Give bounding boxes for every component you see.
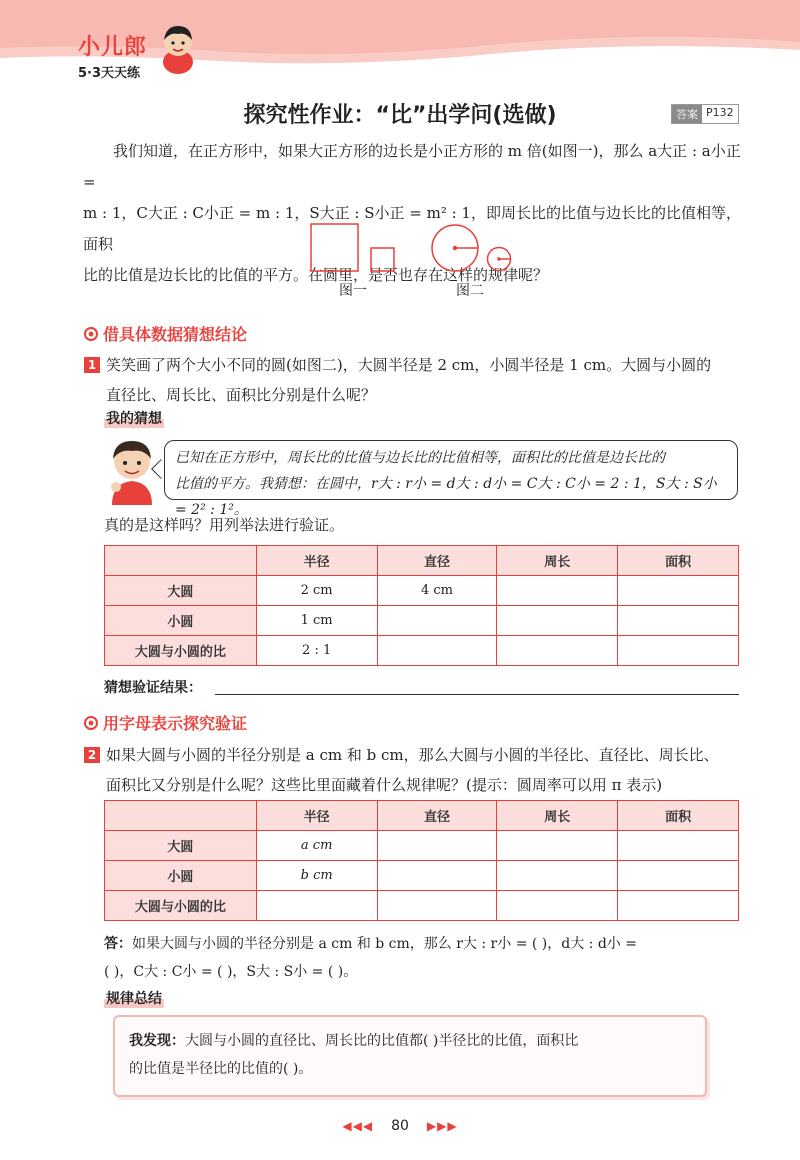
table-1 (104, 545, 739, 666)
table-cell-blank[interactable] (618, 891, 739, 921)
question-2-number: 2 (84, 747, 100, 763)
question-2-line: 如果大圆与小圆的半径分别是 a cm 和 b cm，那么大圆与小圆的半径比、直径比、周长比、 (106, 746, 719, 764)
table-header-cell: 直径 (377, 546, 497, 576)
table-row (105, 861, 739, 891)
table-header-row (105, 801, 739, 831)
question-2-line: 面积比又分别是什么呢？这些比里面藏着什么规律呢？(提示：圆周率可以用 π 表示) (106, 776, 663, 794)
intro-line: 我们知道，在正方形中，如果大正方形的边长是小正方形的 m 倍(如图一)，那么 a大正 : a小正 = (83, 142, 741, 191)
page-number: 80 (391, 1118, 409, 1134)
answer-line: 如果大圆与小圆的半径分别是 a cm 和 b cm，那么 r大 : r小 = ( )，d大 : d小 = (132, 936, 637, 952)
table-cell-blank[interactable] (497, 606, 618, 636)
target-icon (84, 327, 98, 341)
table-header-row (105, 546, 739, 576)
table-row (105, 891, 739, 921)
table-cell-blank[interactable] (377, 861, 497, 891)
question-2 (84, 740, 744, 800)
table-cell-blank[interactable] (377, 891, 497, 921)
verify-instruction: 真的是这样吗？用列举法进行验证。 (104, 516, 345, 534)
table-cell: 2 cm (256, 576, 377, 606)
guess-speech-bubble (164, 440, 738, 518)
next-arrows-icon: ▶▶▶ (426, 1119, 458, 1133)
student-avatar-icon (104, 435, 160, 509)
table-cell-blank[interactable] (497, 891, 618, 921)
table-header-cell: 周长 (497, 546, 618, 576)
table-cell-blank[interactable] (618, 831, 739, 861)
question-1-line: 笑笑画了两个大小不同的圆(如图二)，大圆半径是 2 cm，小圆半径是 1 cm。大圆与小圆的 (106, 356, 712, 374)
table-cell-blank[interactable] (618, 636, 739, 666)
bubble-line: 比值的平方。我猜想：在圆中，r大 : r小 = d大 : d小 = C大 : C小 = 2 : 1，S大 : S小 = 2² : 1²。 (175, 476, 717, 518)
table-cell-blank[interactable] (256, 891, 377, 921)
answer-label: 答： (104, 936, 132, 952)
bubble-line: 已知在正方形中，周长比的比值与边长比的比值相等，面积比的比值是边长比的 (175, 450, 665, 466)
logo-subtitle: 5·3天天练 (78, 66, 141, 81)
section-1-heading (84, 322, 247, 345)
question-1-number: 1 (84, 357, 100, 373)
mascot-icon (158, 22, 198, 78)
small-square (371, 248, 394, 271)
logo-title: 小儿郎 (78, 35, 148, 60)
answer-reference[interactable] (671, 104, 739, 124)
small-circle-center (497, 257, 501, 261)
table-header-cell (105, 801, 257, 831)
answer-page: P132 (702, 105, 738, 123)
discovery-label: 我发现： (129, 1033, 185, 1049)
row-header: 大圆与小圆的比 (105, 891, 257, 921)
table-cell-blank[interactable] (497, 861, 618, 891)
table-header-cell: 周长 (497, 801, 618, 831)
table-row (105, 576, 739, 606)
table-cell: 2 : 1 (256, 636, 377, 666)
table-cell-blank[interactable] (497, 831, 618, 861)
discovery-box (113, 1015, 707, 1097)
verification-result-label: 猜想验证结果： (104, 680, 202, 696)
table-header-cell: 半径 (256, 546, 377, 576)
table-header-cell: 半径 (256, 801, 377, 831)
table-2 (104, 800, 739, 921)
answer-statement (104, 930, 744, 986)
figure-shapes (0, 222, 800, 302)
table-cell-blank[interactable] (497, 576, 618, 606)
figure-2-label: 图二 (456, 283, 484, 299)
figure-1-label: 图一 (339, 283, 367, 299)
table-cell: 1 cm (256, 606, 377, 636)
question-1-line: 直径比、周长比、面积比分别是什么呢？ (106, 386, 377, 404)
discovery-line: 大圆与小圆的直径比、周长比的比值都( )半径比的比值，面积比 (185, 1033, 579, 1049)
table-cell-blank[interactable] (618, 606, 739, 636)
table-cell: 4 cm (377, 576, 497, 606)
table-header-cell: 直径 (377, 801, 497, 831)
table-header-cell: 面积 (618, 801, 739, 831)
table-cell-blank[interactable] (618, 861, 739, 891)
verification-answer-line[interactable] (215, 694, 739, 695)
table-row (105, 606, 739, 636)
row-header: 大圆与小圆的比 (105, 636, 257, 666)
intro-line: m : 1，C大正 : C小正 = m : 1，S大正 : S小正 = m² : 1，即周长比的比值与边长比的比值相等，面积 (83, 204, 741, 253)
table-cell: a cm (256, 831, 377, 861)
row-header: 小圆 (105, 606, 257, 636)
table-header-cell (105, 546, 257, 576)
table-cell: b cm (256, 861, 377, 891)
row-header: 大圆 (105, 831, 257, 861)
table-cell-blank[interactable] (377, 831, 497, 861)
big-square (311, 224, 358, 271)
table-row (105, 636, 739, 666)
table-row (105, 831, 739, 861)
target-icon (84, 716, 98, 730)
page-title: 探究性作业：“比”出学问(选做) (243, 103, 557, 128)
brand-logo (78, 30, 147, 81)
page-footer (0, 1118, 800, 1134)
prev-arrows-icon: ◀◀◀ (342, 1119, 374, 1133)
row-header: 小圆 (105, 861, 257, 891)
section-1-title: 借具体数据猜想结论 (103, 325, 248, 344)
guess-heading: 我的猜想 (104, 408, 164, 428)
section-2-title: 用字母表示探究验证 (103, 714, 248, 733)
summary-heading: 规律总结 (104, 988, 164, 1008)
discovery-line: 的比值是半径比的比值的( )。 (129, 1061, 313, 1077)
big-circle-center (453, 246, 457, 250)
table-cell-blank[interactable] (377, 636, 497, 666)
question-1 (84, 350, 744, 410)
table-cell-blank[interactable] (377, 606, 497, 636)
answer-line: ( )，C大 : C小 = ( )，S大 : S小 = ( )。 (104, 964, 358, 980)
table-cell-blank[interactable] (618, 576, 739, 606)
table-header-cell: 面积 (618, 546, 739, 576)
table-cell-blank[interactable] (497, 636, 618, 666)
row-header: 大圆 (105, 576, 257, 606)
section-2-heading (84, 711, 247, 734)
answer-label: 答案 (672, 105, 702, 123)
intro-line: 比的比值是边长比的比值的平方。在圆里，是否也存在这样的规律呢？ (83, 266, 549, 284)
